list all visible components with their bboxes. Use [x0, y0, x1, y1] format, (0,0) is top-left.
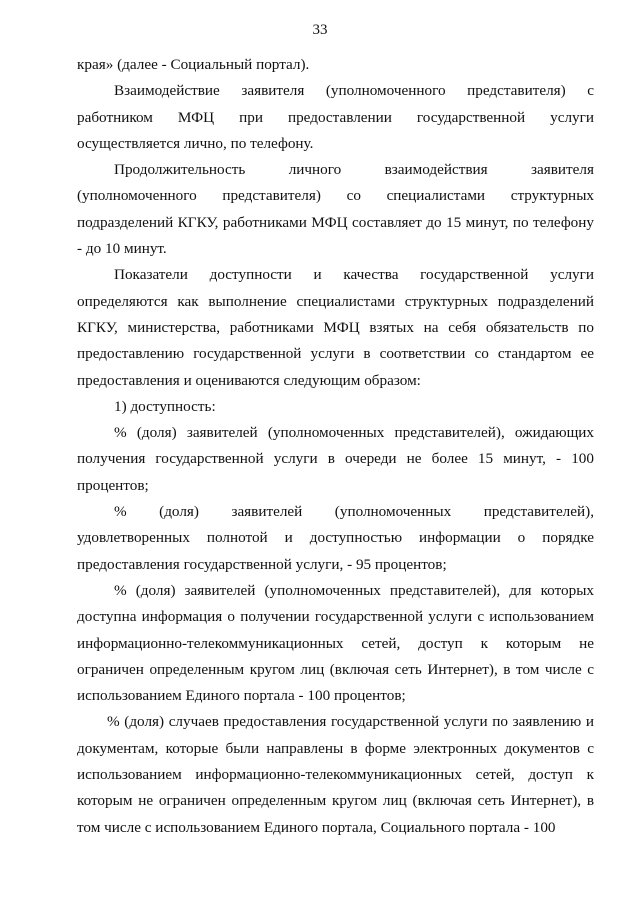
paragraph-8: % (доля) заявителей (уполномоченных представителей), для которых доступна информация о получении государственной услуги с использованием информационно-телекоммуникационных сетей, доступ к которым не ограничен определенным кругом лиц (включая сеть Интернет), в том числе с использованием Единого портала - 100 процентов;	[77, 581, 594, 705]
paragraph-7: % (доля) заявителей (уполномоченных представителей), удовлетворенных полнотой и доступностью информации о порядке предоставления государственной услуги, - 95 процентов;	[77, 503, 594, 573]
paragraph-4: Показатели доступности и качества государственной услуги определяются как выполнение специалистами структурных подразделений КГКУ, министерства, работниками МФЦ взятых на себя обязательств по предоставлению государственной услуги в соответствии со стандартом ее предоставления и оцениваются следующим образом:	[77, 266, 594, 389]
paragraph-3: Продолжительность личного взаимодействия заявителя (уполномоченного представителя) со специалистами структурных подразделений КГКУ, работниками МФЦ составляет до 15 минут, по телефону - до 10 минут.	[77, 161, 594, 258]
paragraph-2: Взаимодействие заявителя (уполномоченного представителя) с работником МФЦ при предоставлении государственной услуги осуществляется лично, по телефону.	[77, 82, 594, 152]
document-body	[77, 52, 594, 841]
paragraph-6: % (доля) заявителей (уполномоченных представителей), ожидающих получения государственной услуги в очереди не более 15 минут, - 100 процентов;	[77, 424, 594, 494]
paragraph-9: % (доля) случаев предоставления государственной услуги по заявлению и документам, которые были направлены в форме электронных документов с использованием информационно-телекоммуникационных сетей, доступ к которым не ограничен определенным кругом лиц (включая сеть Интернет), в том числе с использованием Единого портала, Социального портала - 100	[77, 713, 594, 836]
paragraph-1: края» (далее - Социальный портал).	[77, 56, 310, 73]
paragraph-5: 1) доступность:	[114, 397, 216, 415]
page-number: 33	[312, 22, 328, 38]
